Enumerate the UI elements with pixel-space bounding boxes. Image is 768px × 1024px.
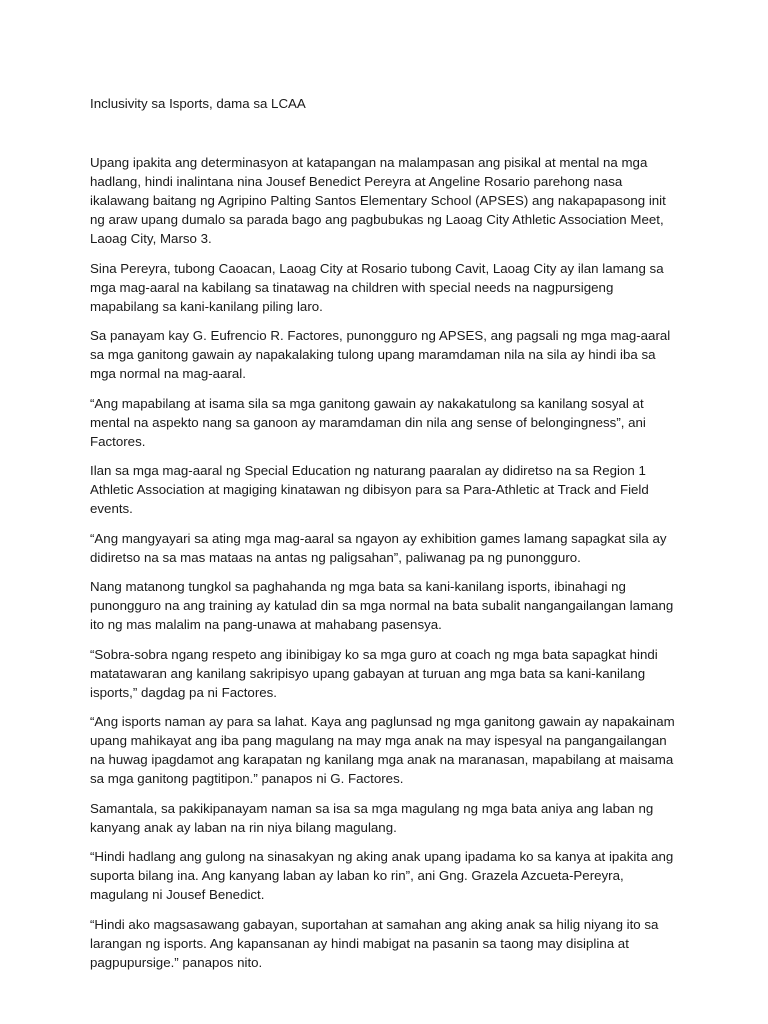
- article-paragraph: Ilan sa mga mag-aaral ng Special Education ng naturang paaralan ay didiretso na sa Region 1 Athletic Association at magiging kinatawan ng dibisyon para sa Para-Athletic at Track and Field events.: [90, 463, 649, 516]
- article-paragraph: Sa panayam kay G. Eufrencio R. Factores, punongguro ng APSES, ang pagsali ng mga mag-aaral sa mga ganitong gawain ay napakalaking tulong upang maramdaman nila na sila ay hindi iba sa mga normal na mag-aaral.: [90, 328, 671, 381]
- article-paragraph: “Ang mangyayari sa ating mga mag-aaral sa ngayon ay exhibition games lamang sapagkat sila ay didiretso na sa mas mataas na antas ng paligsahan”, paliwanag pa ng punongguro.: [90, 530, 667, 565]
- article-paragraph: Samantala, sa pakikipanayam naman sa isa sa mga magulang ng mga bata aniya ang laban ng kanyang anak ay laban na rin niya bilang magulang.: [90, 800, 654, 835]
- article-paragraph: “Sobra-sobra ngang respeto ang ibinibigay ko sa mga guro at coach ng mga bata sapagkat hindi matatawaran ang kanilang sakripisyo upang gabayan at turuan ang mga bata sa kani-kanilang isports,” dagdag pa ni Factores.: [90, 646, 658, 700]
- article-paragraph: “Hindi ako magsasawang gabayan, suportahan at samahan ang aking anak sa hilig niyang ito sa larangan ng isports. Ang kapansanan ay hindi mabigat na pasanin sa taong may disiplina at pagpupursige.” panapos nito.: [90, 916, 659, 970]
- article-paragraph: “Ang mapabilang at isama sila sa mga ganitong gawain ay nakakatulong sa kanilang sosyal at mental na aspekto nang sa ganoon ay maramdaman din nila ang sense of belongingness”, ani Factores.: [90, 395, 646, 449]
- article-paragraph: Upang ipakita ang determinasyon at katapangan na malampasan ang pisikal at mental na mga hadlang, hindi inalintana nina Jousef Benedict Pereyra at Angeline Rosario parehong nasa ikalawang baitang ng Agripino Palting Santos Elementary School (APSES) ang nakapapasong init ng araw upang dumalo sa parada bago ang pagbubukas ng Laoag City Athletic Association Meet, Laoag City, Marso 3.: [90, 155, 666, 246]
- article-body: [90, 94, 678, 982]
- article-paragraph: “Hindi hadlang ang gulong na sinasakyan ng aking anak upang ipadama ko sa kanya at ipakita ang suporta bilang ina. Ang kanyang laban ay laban ko rin”, ani Gng. Grazela Azcueta-Pereyra, magulang ni Jousef Benedict.: [90, 849, 674, 902]
- article-title: Inclusivity sa Isports, dama sa LCAA: [90, 96, 306, 111]
- article-paragraph: Nang matanong tungkol sa paghahanda ng mga bata sa kani-kanilang isports, ibinahagi ng punongguro na ang training ay katulad din sa mga normal na bata subalit nangangailangan lamang ito ng mas malalim na pang-unawa at mahabang pasensya.: [90, 579, 674, 632]
- article-paragraph: “Ang isports naman ay para sa lahat. Kaya ang paglunsad ng mga ganitong gawain ay napakainam upang mahikayat ang iba pang magulang na may mga anak na may ispesyal na pangangailangan na huwag ipagdamot ang karapatan ng kanilang mga anak na maranasan, mapabilang at maisama sa mga ganitong pagtitipon.” panapos ni G. Factores.: [90, 714, 675, 786]
- article-paragraph: Sina Pereyra, tubong Caoacan, Laoag City at Rosario tubong Cavit, Laoag City ay ilan lamang sa mga mag-aaral na kabilang sa tinatawag na children with special needs na nagpursigeng mapabilang sa kani-kanilang piling laro.: [90, 260, 664, 314]
